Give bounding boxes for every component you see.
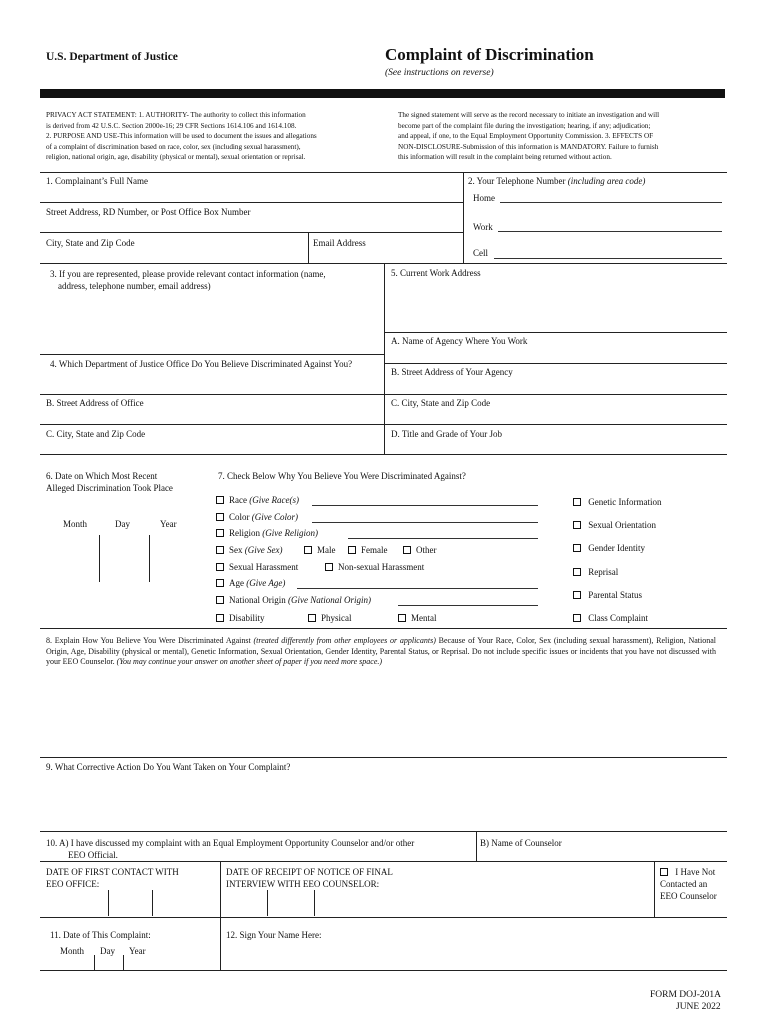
not-contacted-label-cont: Contacted an <box>660 879 708 889</box>
agency-street-input[interactable] <box>388 378 723 392</box>
agency-name-input[interactable] <box>388 347 723 361</box>
sexual-orientation-checkbox[interactable] <box>573 521 581 529</box>
office-street-input[interactable] <box>44 409 380 422</box>
genetic-information-checkbox[interactable] <box>573 498 581 506</box>
class-complaint-checkbox[interactable] <box>573 614 581 622</box>
reprisal-label: Reprisal <box>588 567 619 577</box>
first-contact-label-cont: EEO OFFICE: <box>46 879 100 889</box>
rule <box>308 232 309 263</box>
representative-label: 3. If you are represented, please provide relevant contact information (name, <box>50 269 326 279</box>
rule <box>40 354 384 355</box>
rule <box>40 454 727 455</box>
telephone-label-italic: (including area code) <box>567 176 646 186</box>
explanation-label <box>46 636 716 668</box>
city-state-zip-input[interactable] <box>44 248 304 261</box>
reprisal-checkbox[interactable] <box>573 568 581 576</box>
rule <box>40 917 727 918</box>
explanation-note: (You may continue your answer on another sheet of paper if you need more space.) <box>116 657 383 666</box>
city-state-zip-label: City, State and Zip Code <box>46 238 135 248</box>
sexual-harassment-label: Sexual Harassment <box>229 562 299 572</box>
privacy-line: of a complaint of discrimination based on race, color, sex (including sexual harassment), <box>46 142 301 151</box>
age-checkbox[interactable] <box>216 579 224 587</box>
race-hint: (Give Race(s) <box>249 495 299 505</box>
race-label: Race <box>229 495 247 505</box>
genetic-information-option[interactable] <box>573 497 661 508</box>
race-option[interactable] <box>216 495 299 506</box>
privacy-line: 2. PURPOSE AND USE-This information will be used to document the issues and allegations <box>46 132 317 140</box>
agency-city-input[interactable] <box>388 409 723 422</box>
religion-label: Religion <box>229 528 260 538</box>
parental-status-label: Parental Status <box>588 590 642 600</box>
race-input[interactable] <box>312 505 538 506</box>
email-input[interactable] <box>311 248 459 261</box>
corrective-action-input[interactable] <box>44 776 724 826</box>
privacy-line: NON-DISCLOSURE-Submission of this information is MANDATORY. Failure to furnish <box>398 142 659 151</box>
parental-status-option[interactable] <box>573 590 642 601</box>
age-label: Age <box>229 578 244 588</box>
gender-identity-checkbox[interactable] <box>573 544 581 552</box>
doj-office-input[interactable] <box>44 371 380 392</box>
disability-label: Disability <box>229 613 265 623</box>
mental-option[interactable] <box>398 613 437 624</box>
rule <box>40 757 727 758</box>
representative-input[interactable] <box>44 294 380 350</box>
email-label: Email Address <box>313 238 366 248</box>
eeo-discussed-label-cont: EEO Official. <box>68 850 118 860</box>
disability-option[interactable] <box>216 613 265 624</box>
office-street-label: B. Street Address of Office <box>46 398 144 408</box>
date-discrimination-label: 6. Date on Which Most Recent <box>46 471 158 481</box>
year-label: Year <box>160 519 177 529</box>
rule <box>40 172 727 173</box>
not-contacted-label-cont2: EEO Counselor <box>660 891 717 901</box>
receipt-notice-label-cont: INTERVIEW WITH EEO COUNSELOR: <box>226 879 380 889</box>
doj-office-label: 4. Which Department of Justice Office Do You Believe Discriminated Against You? <box>50 359 353 369</box>
religion-input[interactable] <box>348 538 538 539</box>
sex-option[interactable] <box>216 545 282 556</box>
date-divider <box>149 535 150 582</box>
other-sex-label: Other <box>416 545 437 555</box>
counselor-name-input[interactable] <box>480 848 723 860</box>
gender-identity-label: Gender Identity <box>588 543 645 553</box>
rule <box>40 424 727 425</box>
work-phone-input[interactable] <box>498 231 722 232</box>
sex-checkbox[interactable] <box>216 546 224 554</box>
national-origin-checkbox[interactable] <box>216 596 224 604</box>
female-checkbox[interactable] <box>348 546 356 554</box>
counselor-name-label: B) Name of Counselor <box>480 838 562 848</box>
rule <box>40 202 463 203</box>
not-contacted-checkbox[interactable] <box>660 868 668 876</box>
office-city-input[interactable] <box>44 440 380 452</box>
complaint-month-label: Month <box>60 946 85 956</box>
form-title: Complaint of Discrimination <box>385 45 594 64</box>
month-label: Month <box>63 519 88 529</box>
telephone-label <box>468 176 645 187</box>
day-label: Day <box>115 519 130 529</box>
color-input[interactable] <box>312 522 538 523</box>
rule <box>40 628 727 629</box>
female-option[interactable] <box>348 545 388 556</box>
street-address-input[interactable] <box>44 217 459 230</box>
female-label: Female <box>361 545 388 555</box>
male-label: Male <box>317 545 336 555</box>
office-city-label: C. City, State and Zip Code <box>46 429 146 439</box>
explanation-italic: (treated differently from other employees or applicants) <box>253 636 436 645</box>
date-divider <box>99 535 100 582</box>
non-sexual-harassment-label: Non-sexual Harassment <box>338 562 425 572</box>
cell-phone-label: Cell <box>473 248 488 258</box>
explanation-text-cont: Because of Your Race, Color, Sex (including sexual harassment), Religion, National Origin, Age, Disability (physical or mental), Genetic Information, Sexual Orientation, Gender Identity, Parental Status, or Reprisal. Do not include specific issues or incidents that you have not discussed with your EEO Counselor. <box>46 636 717 666</box>
physical-label: Physical <box>321 613 352 623</box>
mental-label: Mental <box>411 613 437 623</box>
street-address-label: Street Address, RD Number, or Post Office Box Number <box>46 207 251 217</box>
work-address-label: 5. Current Work Address <box>391 268 481 278</box>
complaint-day-label: Day <box>100 946 115 956</box>
physical-checkbox[interactable] <box>308 614 316 622</box>
sexual-orientation-label: Sexual Orientation <box>588 520 656 530</box>
eeo-discussed-label: 10. A) I have discussed my complaint with an Equal Employment Opportunity Counselor and/or other <box>46 838 415 848</box>
sexual-orientation-option[interactable] <box>573 520 656 531</box>
male-checkbox[interactable] <box>304 546 312 554</box>
rule <box>40 861 727 862</box>
corrective-action-label: 9. What Corrective Action Do You Want Taken on Your Complaint? <box>46 762 291 772</box>
rule <box>476 831 477 861</box>
not-contacted-label: I Have Not <box>675 867 716 877</box>
gender-identity-option[interactable] <box>573 543 645 554</box>
rule <box>654 861 655 917</box>
agency-city-label: C. City, State and Zip Code <box>391 398 491 408</box>
first-contact-date-input[interactable] <box>46 891 216 915</box>
job-title-label: D. Title and Grade of Your Job <box>391 429 503 439</box>
sexual-harassment-checkbox[interactable] <box>216 563 224 571</box>
complainant-name-input[interactable] <box>44 186 459 200</box>
discrimination-basis-heading: 7. Check Below Why You Believe You Were Discriminated Against? <box>218 471 466 481</box>
receipt-notice-date-input[interactable] <box>226 891 650 915</box>
privacy-line: this information will result in the complaint being returned without action. <box>398 153 612 161</box>
sexual-harassment-option[interactable] <box>216 562 298 573</box>
rule <box>384 363 727 364</box>
national-origin-input[interactable] <box>398 605 538 606</box>
explanation-input[interactable] <box>44 682 724 754</box>
race-checkbox[interactable] <box>216 496 224 504</box>
privacy-line: The signed statement will serve as the record necessary to initiate an investigation and will <box>398 111 660 119</box>
incident-month-input[interactable] <box>56 535 96 582</box>
mental-checkbox[interactable] <box>398 614 406 622</box>
religion-hint: (Give Religion) <box>262 528 318 538</box>
explanation-text: 8. Explain How You Believe You Were Discriminated Against <box>46 636 254 645</box>
rule <box>40 831 727 832</box>
physical-option[interactable] <box>308 613 352 624</box>
rule <box>463 172 464 263</box>
representative-label-cont: address, telephone number, email address) <box>58 281 211 291</box>
reprisal-option[interactable] <box>573 567 618 578</box>
rule <box>40 970 727 971</box>
signature-label: 12. Sign Your Name Here: <box>226 930 322 940</box>
other-sex-checkbox[interactable] <box>403 546 411 554</box>
complaint-year-label: Year <box>129 946 146 956</box>
other-sex-option[interactable] <box>403 545 437 556</box>
disability-checkbox[interactable] <box>216 614 224 622</box>
color-hint: (Give Color) <box>251 512 299 522</box>
complainant-name-label: 1. Complainant’s Full Name <box>46 176 148 186</box>
complaint-date-label: 11. Date of This Complaint: <box>50 930 151 940</box>
class-complaint-label: Class Complaint <box>588 613 649 623</box>
complaint-date-input[interactable] <box>46 957 216 969</box>
national-origin-label: National Origin <box>229 595 286 605</box>
home-phone-input[interactable] <box>500 202 722 203</box>
privacy-line: is derived from 42 U.S.C. Section 2000e-16; 29 CFR Sections 1614.106 and 1614.108. <box>46 121 297 130</box>
parental-status-checkbox[interactable] <box>573 591 581 599</box>
color-option[interactable] <box>216 512 298 523</box>
privacy-statement-right <box>398 110 728 163</box>
cell-phone-input[interactable] <box>494 258 722 259</box>
sex-hint: (Give Sex) <box>244 545 283 555</box>
rule <box>384 332 727 333</box>
privacy-line: and appeal, if one, to the Equal Employment Opportunity Commission. 3. EFFECTS OF <box>398 132 654 140</box>
form-number: FORM DOJ-201A <box>650 990 721 1000</box>
incident-year-input[interactable] <box>153 535 193 582</box>
date-discrimination-label-cont: Alleged Discrimination Took Place <box>46 483 173 493</box>
job-title-input[interactable] <box>388 440 723 452</box>
header-bar <box>40 89 725 98</box>
incident-day-input[interactable] <box>103 535 145 582</box>
rule <box>220 917 221 970</box>
color-label: Color <box>229 512 250 522</box>
first-contact-label: DATE OF FIRST CONTACT WITH <box>46 867 179 877</box>
privacy-statement-left <box>46 110 386 163</box>
form-date: JUNE 2022 <box>676 1002 721 1012</box>
sex-label: Sex <box>229 545 243 555</box>
male-option[interactable] <box>304 545 336 556</box>
class-complaint-option[interactable] <box>573 613 648 624</box>
receipt-notice-label: DATE OF RECEIPT OF NOTICE OF FINAL <box>226 867 393 877</box>
work-address-input[interactable] <box>388 280 723 330</box>
national-origin-hint: (Give National Origin) <box>288 595 371 605</box>
national-origin-option[interactable] <box>216 595 371 606</box>
religion-option[interactable] <box>216 528 318 539</box>
religion-checkbox[interactable] <box>216 529 224 537</box>
agency-street-label: B. Street Address of Your Agency <box>391 367 513 377</box>
non-sexual-harassment-checkbox[interactable] <box>325 563 333 571</box>
privacy-line: become part of the complaint file during the investigation; hearing, if any; adjudication; <box>398 121 651 130</box>
rule <box>384 263 385 454</box>
age-hint: (Give Age) <box>246 578 286 588</box>
age-option[interactable] <box>216 578 285 589</box>
privacy-line: PRIVACY ACT STATEMENT: 1. AUTHORITY- The authority to collect this information <box>46 111 306 119</box>
work-phone-label: Work <box>473 222 493 232</box>
non-sexual-harassment-option[interactable] <box>325 562 424 573</box>
department-name: U.S. Department of Justice <box>46 51 178 63</box>
age-input[interactable] <box>297 588 538 589</box>
genetic-information-label: Genetic Information <box>588 497 662 507</box>
privacy-line: religion, national origin, age, disability (physical or mental), sexual orientation or reprisal. <box>46 153 306 161</box>
rule <box>220 861 221 917</box>
form-subtitle: (See instructions on reverse) <box>385 68 494 78</box>
rule <box>40 394 727 395</box>
rule <box>40 232 463 233</box>
agency-name-label: A. Name of Agency Where You Work <box>391 336 528 346</box>
telephone-label-text: 2. Your Telephone Number <box>468 176 568 186</box>
color-checkbox[interactable] <box>216 513 224 521</box>
home-phone-label: Home <box>473 193 495 203</box>
not-contacted-option[interactable] <box>660 867 715 878</box>
signature-input[interactable] <box>226 942 723 968</box>
